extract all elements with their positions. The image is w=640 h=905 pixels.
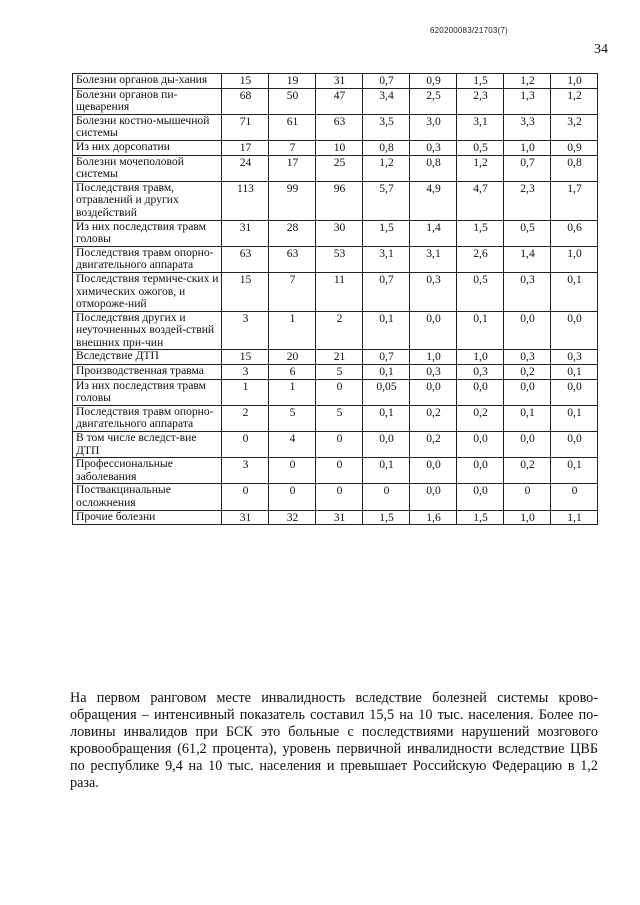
table-cell: 1 [269,311,316,350]
table-cell: 1,0 [410,350,457,365]
table-cell: 2 [316,311,363,350]
table-cell: 1,5 [457,74,504,89]
table-cell: 0 [222,484,269,510]
table-cell: 6 [269,365,316,380]
table-cell: 25 [316,155,363,181]
table-cell: 0 [504,484,551,510]
table-cell: 0 [269,484,316,510]
table-cell: 28 [269,220,316,246]
table-cell: 0,1 [363,458,410,484]
table-cell: 30 [316,220,363,246]
table-cell: 0,1 [363,405,410,431]
row-label: Из них дорсопатии [73,140,222,155]
table-cell: 0,1 [551,272,598,311]
table-cell: 21 [316,350,363,365]
table-cell: 3 [222,311,269,350]
table-cell: 17 [269,155,316,181]
table-cell: 1,4 [504,246,551,272]
table-cell: 0,2 [410,405,457,431]
table-cell: 3,1 [457,114,504,140]
table-cell: 2,5 [410,88,457,114]
table-row [73,140,598,155]
table-cell: 0,7 [363,350,410,365]
table-cell: 50 [269,88,316,114]
table-cell: 0,3 [457,365,504,380]
table-cell: 3,1 [363,246,410,272]
table-row [73,272,598,311]
table-cell: 20 [269,350,316,365]
row-label: Последствия травм опорно-двигательного аппарата [73,405,222,431]
table-cell: 0,7 [363,272,410,311]
table-cell: 0,1 [551,365,598,380]
row-label: Последствия травм опорно-двигательного аппарата [73,246,222,272]
table-cell: 4,7 [457,181,504,220]
table-cell: 1,2 [457,155,504,181]
table-cell: 0,5 [504,220,551,246]
table-cell: 15 [222,350,269,365]
table-cell: 1,6 [410,510,457,525]
table-cell: 3,3 [504,114,551,140]
table-cell: 113 [222,181,269,220]
table-cell: 31 [222,220,269,246]
row-label: Из них последствия травм головы [73,220,222,246]
table-cell: 3,2 [551,114,598,140]
table-cell: 0,2 [457,405,504,431]
table-cell: 0,1 [504,405,551,431]
table-row [73,484,598,510]
table-row [73,405,598,431]
row-label: Из них последствия травм головы [73,379,222,405]
table-row [73,88,598,114]
table-cell: 0,0 [410,458,457,484]
table-cell: 3,0 [410,114,457,140]
table-cell: 0,0 [551,432,598,458]
table-cell: 1,2 [551,88,598,114]
table-cell: 0,0 [457,484,504,510]
table-body [73,74,598,525]
row-label: Болезни органов ды-хания [73,74,222,89]
table-cell: 5 [269,405,316,431]
table-row [73,311,598,350]
row-label: Болезни мочеполовой системы [73,155,222,181]
table-cell: 0 [316,458,363,484]
table-cell: 0,0 [551,379,598,405]
table-cell: 0,0 [457,432,504,458]
table-cell: 7 [269,272,316,311]
table-row [73,365,598,380]
table-cell: 0,0 [457,458,504,484]
table-cell: 0,2 [410,432,457,458]
table-cell: 0,7 [504,155,551,181]
table-cell: 1,3 [504,88,551,114]
table-cell: 19 [269,74,316,89]
table-row [73,432,598,458]
table-cell: 0,0 [410,311,457,350]
table-cell: 0,0 [504,311,551,350]
table-cell: 61 [269,114,316,140]
table-cell: 0 [316,432,363,458]
table-cell: 0 [316,379,363,405]
table-cell: 0,2 [504,458,551,484]
table-cell: 1,0 [504,510,551,525]
table-cell: 3 [222,365,269,380]
row-label: Производственная травма [73,365,222,380]
table-cell: 71 [222,114,269,140]
table-cell: 0,1 [457,311,504,350]
table-cell: 3,4 [363,88,410,114]
table-cell: 2 [222,405,269,431]
table-cell: 0,0 [457,379,504,405]
table-cell: 2,6 [457,246,504,272]
table-cell: 1,5 [457,220,504,246]
table-cell: 1,4 [410,220,457,246]
table-cell: 47 [316,88,363,114]
table-cell: 0,0 [504,379,551,405]
table-cell: 2,3 [504,181,551,220]
row-label: Болезни органов пи-щеварения [73,88,222,114]
table-cell: 0,0 [363,432,410,458]
table-cell: 0 [363,484,410,510]
table-row [73,350,598,365]
table-cell: 1,5 [363,510,410,525]
table-cell: 1,1 [551,510,598,525]
table-cell: 0,1 [551,458,598,484]
table-cell: 1,2 [504,74,551,89]
page-number: 34 [594,42,608,57]
table-cell: 24 [222,155,269,181]
table-cell: 0,5 [457,272,504,311]
table-cell: 0,2 [504,365,551,380]
table-cell: 31 [222,510,269,525]
statistics-table [72,73,598,525]
table-cell: 31 [316,74,363,89]
table-cell: 7 [269,140,316,155]
table-cell: 1,5 [363,220,410,246]
table-row [73,114,598,140]
table-cell: 0 [269,458,316,484]
table-cell: 2,3 [457,88,504,114]
table-cell: 0,3 [410,365,457,380]
table-row [73,510,598,525]
table-cell: 0,3 [504,272,551,311]
table-cell: 63 [222,246,269,272]
table-cell: 3,1 [410,246,457,272]
table-cell: 1,2 [363,155,410,181]
table-cell: 0,3 [551,350,598,365]
table-cell: 1,0 [551,74,598,89]
table-cell: 1,0 [504,140,551,155]
table-cell: 4,9 [410,181,457,220]
table-cell: 1 [222,379,269,405]
table-row [73,74,598,89]
table-cell: 0,9 [410,74,457,89]
row-label: Профессиональные заболевания [73,458,222,484]
table-cell: 0,1 [551,405,598,431]
row-label: Поствакцинальные осложнения [73,484,222,510]
table-cell: 0,3 [504,350,551,365]
table-cell: 1,7 [551,181,598,220]
table-cell: 0,8 [410,155,457,181]
table-cell: 0,7 [363,74,410,89]
table-cell: 3 [222,458,269,484]
paragraph-text: На первом ранговом месте инвалидность вследствие болезней системы крово-обращения – интенсивный показатель составил 15,5 на 10 тыс. населения. Более по-ловины инвалидов при БСК это больные с последствиями нарушений мозгового кровообращения (61,2 процента), уровень первичной инвалидности вследствие ЦВБ по республике 9,4 на 10 тыс. населения и превышает Российскую Федерацию в 1,2 раза. [70,690,598,791]
document-code: 620200083/21703(7) [430,26,508,35]
table-cell: 17 [222,140,269,155]
table-cell: 1,0 [551,246,598,272]
table-cell: 0,6 [551,220,598,246]
table-cell: 0,9 [551,140,598,155]
table-cell: 0,5 [457,140,504,155]
row-label: В том числе вследст-вие ДТП [73,432,222,458]
table-cell: 5,7 [363,181,410,220]
table-cell: 0,05 [363,379,410,405]
table-cell: 68 [222,88,269,114]
row-label: Болезни костно-мышечной системы [73,114,222,140]
table-cell: 0 [551,484,598,510]
row-label: Вследствие ДТП [73,350,222,365]
table-cell: 99 [269,181,316,220]
table-cell: 32 [269,510,316,525]
table-row [73,155,598,181]
table-cell: 3,5 [363,114,410,140]
row-label: Прочие болезни [73,510,222,525]
table-row [73,379,598,405]
row-label: Последствия травм, отравлений и других воздействий [73,181,222,220]
table-cell: 53 [316,246,363,272]
table-cell: 10 [316,140,363,155]
table-cell: 0,1 [363,311,410,350]
row-label: Последствия других и неуточненных воздей-ствий внешних при-чин [73,311,222,350]
table-cell: 63 [316,114,363,140]
table-row [73,181,598,220]
table-row [73,458,598,484]
table-cell: 0 [222,432,269,458]
table-row [73,220,598,246]
table-cell: 0,0 [504,432,551,458]
table-cell: 63 [269,246,316,272]
table-cell: 15 [222,272,269,311]
table-cell: 0,8 [551,155,598,181]
table-cell: 0,0 [410,379,457,405]
body-paragraph [70,690,598,792]
table-cell: 1,5 [457,510,504,525]
table-cell: 11 [316,272,363,311]
table-cell: 0,0 [551,311,598,350]
table-cell: 1 [269,379,316,405]
table-cell: 15 [222,74,269,89]
table-cell: 5 [316,405,363,431]
row-label: Последствия термиче-ских и химических ожогов, и отмороже-ний [73,272,222,311]
table-cell: 4 [269,432,316,458]
table-cell: 0,3 [410,140,457,155]
table-cell: 5 [316,365,363,380]
table-cell: 1,0 [457,350,504,365]
table-cell: 0,8 [363,140,410,155]
table-row [73,246,598,272]
table-cell: 0,3 [410,272,457,311]
table-cell: 0,1 [363,365,410,380]
table-cell: 0,0 [410,484,457,510]
table-cell: 0 [316,484,363,510]
table-cell: 96 [316,181,363,220]
table-cell: 31 [316,510,363,525]
